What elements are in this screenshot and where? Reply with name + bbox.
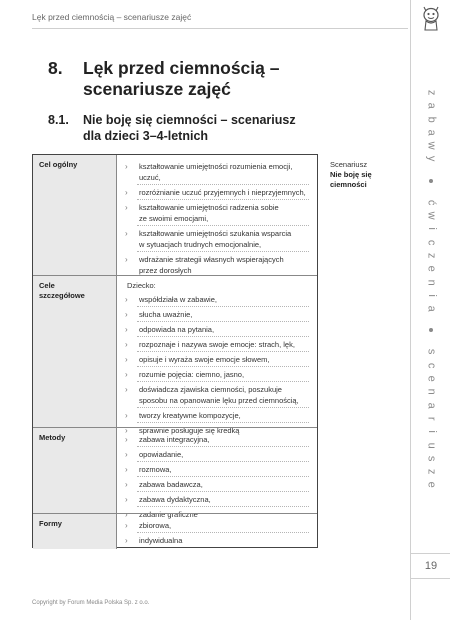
side-tab-word: ć w i c z e n i a [425,199,438,312]
list-item-line: zabawa dydaktyczna, [139,495,211,504]
chapter-heading [48,58,348,100]
side-tab-word: s c e n a r i u s z e [425,349,438,489]
list-item-line: rozróżnianie uczuć przyjemnych i nieprzyjemnych, [139,188,306,197]
chevron-right-icon: › [125,495,128,504]
row-label [33,514,117,549]
list-item-line: kształtowanie umiejętności szukania wsparcia [139,229,292,238]
row-label-line: Cele [39,281,55,290]
chevron-right-icon: › [125,480,128,489]
list-item-line: współdziała w zabawie, [139,295,217,304]
list-item-line: zbiorowa, [139,521,172,530]
list-item-line: uczuć, [139,173,161,182]
list-item-line: rozumie pojęcia: ciemno, jasno, [139,370,245,379]
list-item-line: wdrażanie strategii własnych wspierających [139,255,284,264]
list-item-line: zabawa badawcza, [139,480,203,489]
footer-copyright: Copyright by Forum Media Polska Sp. z o.o. [32,600,150,606]
chevron-right-icon: › [125,203,128,212]
row-content [117,276,317,442]
chapter-number: 8. [48,58,63,78]
chevron-right-icon: › [125,325,128,334]
section-heading [48,112,348,144]
list-item-line: kształtowanie umiejętności radzenia sobie [139,203,279,212]
row-content [117,155,317,282]
list-item [123,292,311,307]
table-row-cel-ogolny [33,155,317,275]
list-item [123,352,311,367]
chevron-right-icon: › [125,255,128,264]
margin-note-title-line2: ciemności [330,180,367,189]
list-item [123,447,311,462]
chapter-title-line1: Lęk przed ciemnością – [83,58,280,78]
row-label-line: Formy [39,519,62,528]
list-item-line: słucha uważnie, [139,310,193,319]
list-item-line: w sytuacjach trudnych emocjonalnie, [139,240,262,249]
scenario-table [32,154,318,548]
chevron-right-icon: › [125,411,128,420]
row-label-line: szczegółowe [39,291,85,300]
list-item-line: zabawa integracyjna, [139,435,210,444]
row-label-line: Metody [39,433,66,442]
list-item [123,307,311,322]
list-item [123,462,311,477]
side-tab-text [423,86,439,492]
list-item [123,337,311,352]
list-item [123,226,311,252]
chevron-right-icon: › [125,162,128,171]
list-item [123,518,311,533]
side-tab-word: z a b a w y [425,89,438,162]
list-item [123,432,311,447]
chevron-right-icon: › [125,465,128,474]
section-title-line1: Nie boję się ciemności – scenariusz [83,113,296,127]
list-item-line: sposobu na opanowanie lęku przed ciemnością, [139,396,299,405]
list-item-line: sprawnie posługuje się kredką [139,426,240,435]
side-tab [410,0,450,620]
side-tab-dot [429,328,433,332]
list-item-line: odpowiada na pytania, [139,325,215,334]
row-label-line: Cel ogólny [39,160,78,169]
list-item-line: zadanie graficzne [139,510,198,519]
list-item [123,185,311,200]
margin-note-label: Scenariusz [330,160,368,169]
chevron-right-icon: › [125,435,128,444]
chevron-right-icon: › [125,536,128,545]
list-item-line: opisuje i wyraża swoje emocje słowem, [139,355,270,364]
row-label [33,428,117,513]
chevron-right-icon: › [125,310,128,319]
list-item [123,492,311,507]
list-item-line: kształtowanie umiejętności rozumienia emocji, [139,162,293,171]
chevron-right-icon: › [125,340,128,349]
list-item [123,533,311,548]
chevron-right-icon: › [125,510,128,519]
running-head: Lęk przed ciemnością – scenariusze zajęć [32,12,192,22]
list-item [123,408,311,423]
row-label [33,155,117,275]
side-tab-dot [429,179,433,183]
list-item-line: indywidualna [139,536,183,545]
list-item [123,322,311,337]
list-item [123,159,311,185]
list-item-line: rozmowa, [139,465,172,474]
chevron-right-icon: › [125,229,128,238]
table-row-cele-szczegolowe [33,275,317,435]
chevron-right-icon: › [125,521,128,530]
list-item [123,367,311,382]
chevron-right-icon: › [125,385,128,394]
row-content [117,514,317,552]
chevron-right-icon: › [125,450,128,459]
chevron-right-icon: › [125,295,128,304]
page-number: 19 [411,553,450,579]
chevron-right-icon: › [125,426,128,435]
list-item-line: przez dorosłych [139,266,192,275]
chevron-right-icon: › [125,370,128,379]
list-item [123,477,311,492]
list-item [123,200,311,226]
chevron-right-icon: › [125,355,128,364]
chevron-right-icon: › [125,188,128,197]
section-number: 8.1. [48,113,69,127]
list-item-line: ze swoimi emocjami, [139,214,209,223]
table-row-metody [33,427,317,519]
row-intro: Dziecko: [127,281,156,290]
margin-note [330,160,400,190]
mascot-icon [419,6,443,32]
margin-note-title-line1: Nie boję się [330,170,372,179]
list-item [123,382,311,408]
row-content [117,428,317,526]
list-item-line: doświadcza zjawiska ciemności, poszukuje [139,385,282,394]
list-item-line: tworzy kreatywne kompozycje, [139,411,241,420]
section-title-line2: dla dzieci 3–4-letnich [83,129,209,143]
row-label [33,276,117,427]
header-rule [32,28,408,29]
table-row-formy [33,513,317,549]
list-item-line: opowiadanie, [139,450,184,459]
list-item-line: rozpoznaje i nazywa swoje emocje: strach, lęk, [139,340,295,349]
chapter-title-line2: scenariusze zajęć [83,79,231,99]
